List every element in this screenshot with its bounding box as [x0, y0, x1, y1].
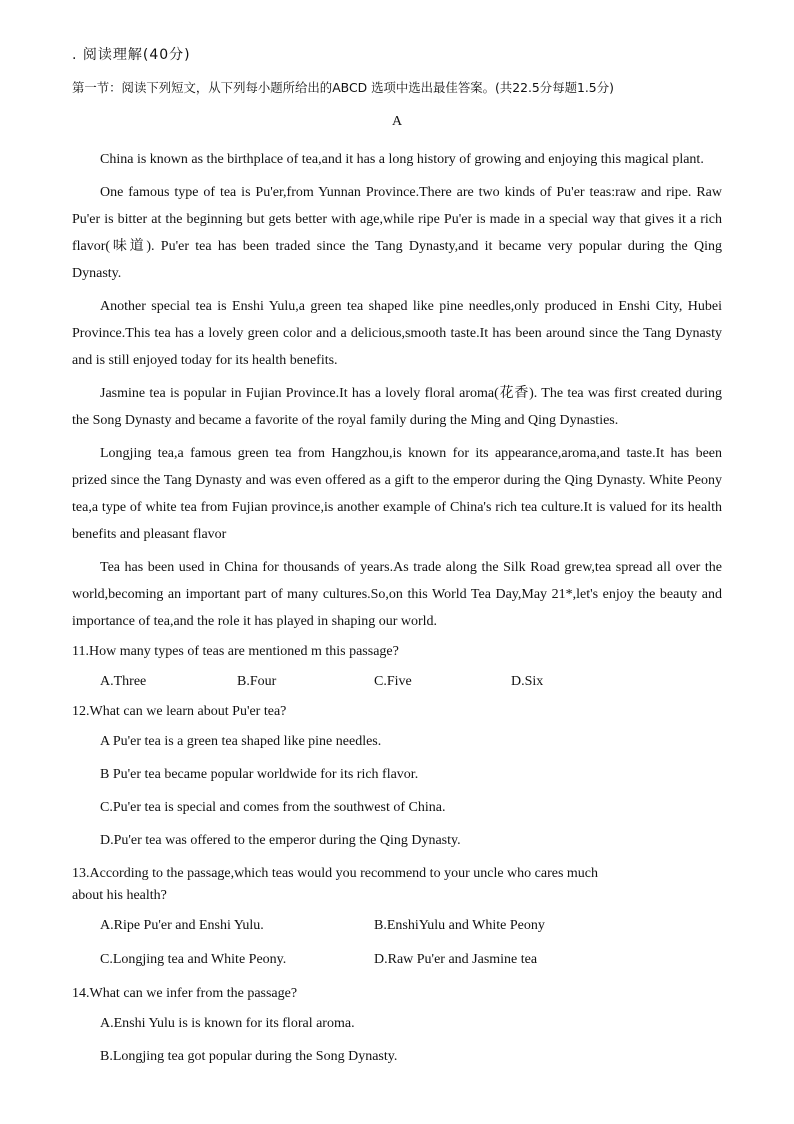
option-a: A.Ripe Pu'er and Enshi Yulu. [100, 918, 264, 933]
option-a: A.Enshi Yulu is is known for its floral aroma. [100, 1016, 355, 1031]
question-11: 11.How many types of teas are mentioned m this passage? [72, 644, 399, 659]
question-12: 12.What can we learn about Pu'er tea? [72, 704, 287, 719]
option-b: B.EnshiYulu and White Peony [374, 918, 545, 933]
question-13: 13.According to the passage,which teas would you recommend to your uncle who cares much about his health? [72, 866, 599, 903]
option-b: B.Longjing tea got popular during the Song Dynasty. [100, 1049, 398, 1064]
question-13-options-row-2 [100, 949, 722, 971]
option-a: A.Three [100, 674, 147, 689]
option-d: D.Pu'er tea was offered to the emperor during the Qing Dynasty. [100, 833, 461, 848]
section-heading: . 阅读理解(40分) [72, 47, 191, 63]
passage-paragraph: China is known as the birthplace of tea,and it has a long history of growing and enjoying this magical plant. [100, 152, 704, 167]
option-c: C.Pu'er tea is special and comes from the southwest of China. [100, 800, 446, 815]
option-c: C.Five [374, 674, 412, 689]
passage-paragraph: One famous type of tea is Pu'er,from Yunnan Province.There are two kinds of Pu'er teas:raw and ripe. Raw Pu'er is bitter at the beginning but gets better with age,while ripe Pu'er is made in a special way that gives it a rich flavor(味道). Pu'er tea has been traded since the Tang Dynasty,and it became very popular during the Qing Dynasty. [72, 185, 722, 281]
section-instruction: 第一节：阅读下列短文，从下列每小题所给出的ABCD 选项中选出最佳答案。(共22.5分每题1.5分) [72, 80, 614, 95]
option-a: A Pu'er tea is a green tea shaped like pine needles. [100, 734, 382, 749]
question-13-options-row-1 [100, 915, 722, 937]
option-b: B Pu'er tea became popular worldwide for its rich flavor. [100, 767, 419, 782]
passage-paragraph: Longjing tea,a famous green tea from Hangzhou,is known for its appearance,aroma,and taste.It has been prized since the Tang Dynasty and was even offered as a gift to the emperor during the Qing Dynasty. White Peony tea,a type of white tea from Fujian province,is another example of China's rich tea culture.It is valued for its health benefits and pleasant flavor [72, 446, 722, 542]
passage-paragraph: Jasmine tea is popular in Fujian Province.It has a lovely floral aroma(花香). The tea was first created during the Song Dynasty and became a favorite of the royal family during the Ming and Qing Dynasties. [72, 386, 722, 428]
option-b: B.Four [237, 674, 277, 689]
exam-page [72, 44, 722, 1079]
option-d: D.Raw Pu'er and Jasmine tea [374, 952, 538, 967]
question-11-options [100, 671, 722, 693]
option-d: D.Six [511, 674, 544, 689]
question-14: 14.What can we infer from the passage? [72, 986, 298, 1001]
passage-letter: A [391, 114, 403, 129]
passage-paragraph: Tea has been used in China for thousands of years.As trade along the Silk Road grew,tea spread all over the world,becoming an important part of many cultures.So,on this World Tea Day,May 21*,let's enjoy the beauty and importance of tea,and the role it has played in shaping our world. [72, 560, 722, 629]
option-c: C.Longjing tea and White Peony. [100, 952, 287, 967]
passage-paragraph: Another special tea is Enshi Yulu,a green tea shaped like pine needles,only produced in Enshi City, Hubei Province.This tea has a lovely green color and a delicious,smooth taste.It has been around since the Tang Dynasty and is still enjoyed today for its health benefits. [72, 299, 722, 368]
